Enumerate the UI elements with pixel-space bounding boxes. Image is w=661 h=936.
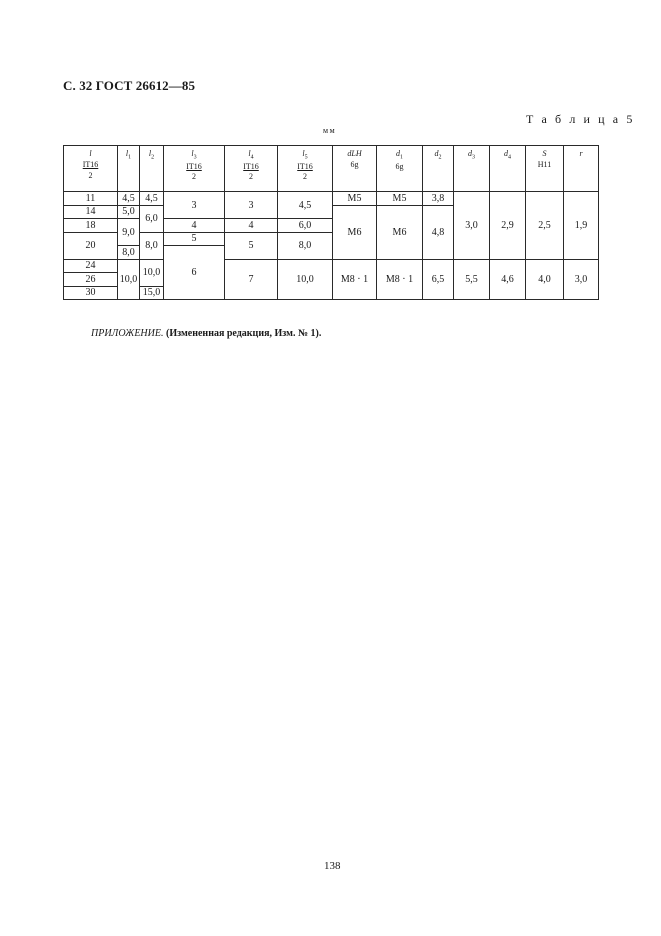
cell-d1: M5	[377, 192, 423, 206]
header-l1: $l_1$	[118, 146, 140, 192]
header-r: r	[564, 146, 599, 192]
header-d2: $d_2$	[423, 146, 454, 192]
cell-l2: 8,0	[140, 232, 164, 259]
cell-dlh: M5	[333, 192, 377, 206]
table-row	[64, 259, 599, 273]
cell-l: 30	[64, 286, 118, 300]
cell-l: 24	[64, 259, 118, 273]
cell-l4: 5	[225, 232, 278, 259]
cell-l5: 10,0	[278, 259, 333, 300]
header-l: l IT16 2	[64, 146, 118, 192]
cell-l5: 4,5	[278, 192, 333, 219]
cell-d4: 4,6	[490, 259, 526, 300]
appendix-note	[91, 328, 321, 339]
cell-l: 26	[64, 273, 118, 287]
cell-l4: 4	[225, 219, 278, 233]
cell-l: 20	[64, 232, 118, 259]
cell-l1: 5,0	[118, 205, 140, 219]
cell-l3: 6	[164, 246, 225, 300]
dimensions-table	[63, 145, 599, 300]
cell-d1: M6	[377, 205, 423, 259]
page-number: 138	[324, 860, 341, 872]
cell-l2: 4,5	[140, 192, 164, 206]
cell-d3: 5,5	[454, 259, 490, 300]
table-row	[64, 192, 599, 206]
header-d1: $d_1$ 6g	[377, 146, 423, 192]
cell-dlh: M8 · 1	[333, 259, 377, 300]
cell-s: 2,5	[526, 192, 564, 260]
table-header-row	[64, 146, 599, 192]
cell-l4: 3	[225, 192, 278, 219]
cell-l5: 8,0	[278, 232, 333, 259]
cell-l2: 15,0	[140, 286, 164, 300]
note-label: ПРИЛОЖЕНИЕ.	[91, 328, 164, 339]
cell-d3: 3,0	[454, 192, 490, 260]
header-l3: $l_3$ IT16 2	[164, 146, 225, 192]
cell-r: 1,9	[564, 192, 599, 260]
header-d3: $d_3$	[454, 146, 490, 192]
header-l4: $l_4$ IT16 2	[225, 146, 278, 192]
cell-l1: 8,0	[118, 246, 140, 260]
note-text: (Измененная редакция, Изм. № 1).	[163, 328, 322, 339]
cell-l1: 4,5	[118, 192, 140, 206]
header-l5: $l_5$ IT16 2	[278, 146, 333, 192]
cell-d4: 2,9	[490, 192, 526, 260]
unit-label: мм	[323, 126, 337, 135]
header-d4: $d_4$	[490, 146, 526, 192]
cell-l: 18	[64, 219, 118, 233]
cell-l5: 6,0	[278, 219, 333, 233]
cell-l2: 10,0	[140, 259, 164, 286]
table-name: Т а б л и ц а 5	[526, 112, 635, 126]
cell-r: 3,0	[564, 259, 599, 300]
page-title: С. 32 ГОСТ 26612—85	[63, 78, 196, 93]
header-l2: $l_2$	[140, 146, 164, 192]
cell-l1: 9,0	[118, 219, 140, 246]
cell-l3: 4	[164, 219, 225, 233]
cell-l1: 10,0	[118, 259, 140, 300]
cell-l2: 6,0	[140, 205, 164, 232]
cell-l4: 7	[225, 259, 278, 300]
cell-l: 11	[64, 192, 118, 206]
cell-dlh: M6	[333, 205, 377, 259]
cell-l: 14	[64, 205, 118, 219]
cell-d2: 6,5	[423, 259, 454, 300]
cell-d2: 4,8	[423, 205, 454, 259]
header-dlh: dLH 6g	[333, 146, 377, 192]
cell-s: 4,0	[526, 259, 564, 300]
cell-l3: 5	[164, 232, 225, 246]
cell-d2: 3,8	[423, 192, 454, 206]
cell-d1: M8 · 1	[377, 259, 423, 300]
cell-l3: 3	[164, 192, 225, 219]
header-s: S H11	[526, 146, 564, 192]
